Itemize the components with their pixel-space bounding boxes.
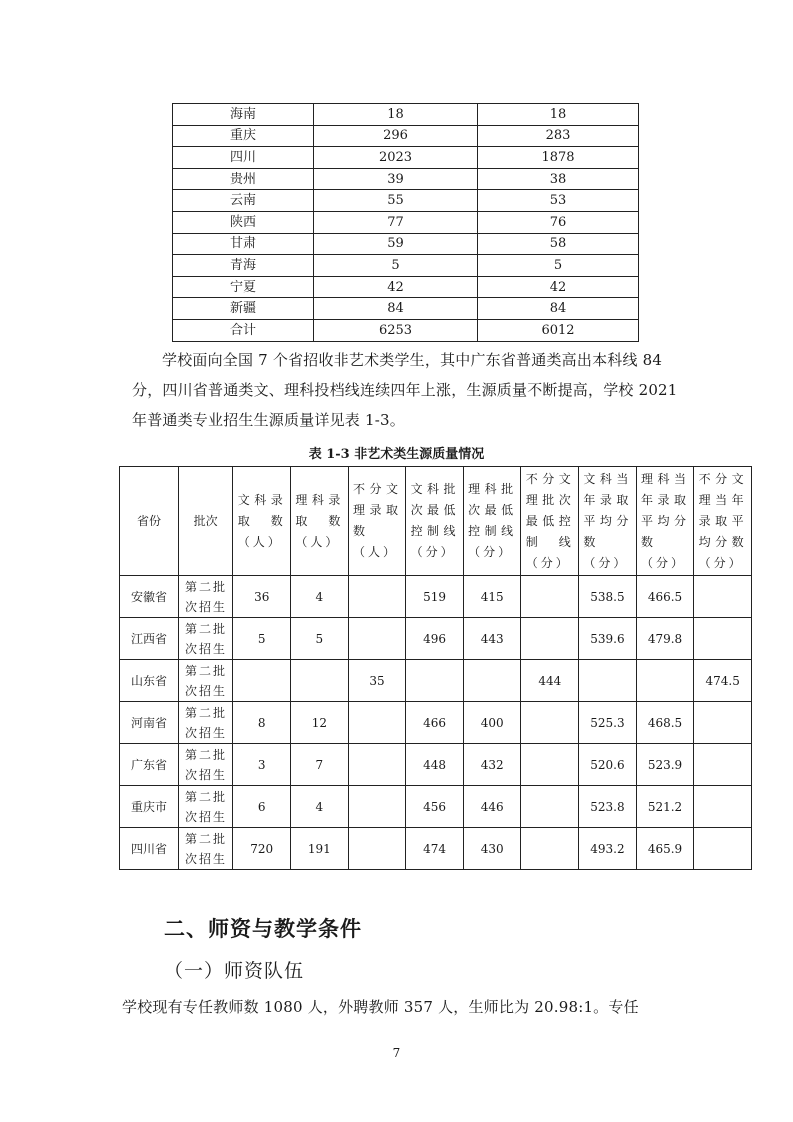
table-cell [291,660,349,702]
table-cell: 河南省 [120,702,179,744]
table-cell: 466.5 [636,576,694,618]
table-cell: 4 [291,576,349,618]
column-header [406,467,464,576]
table-cell: 5 [478,255,639,277]
table-row [173,276,639,298]
paragraph-line: 年普通类专业招生生源质量详见表 1-3。 [132,411,405,429]
table-cell: 521.2 [636,786,694,828]
table-cell: 444 [521,660,579,702]
column-header-label: 不分文理录取数（人） [352,482,401,559]
table-caption: 表 1-3 非艺术类生源质量情况 [308,447,485,462]
table-cell: 58 [478,233,639,255]
table-cell: 山东省 [120,660,179,702]
table-row [173,168,639,190]
table-cell [521,702,579,744]
table-row [173,147,639,169]
table-row [120,660,752,702]
table-row [173,190,639,212]
table-row [173,125,639,147]
table-cell [521,576,579,618]
table-cell: 55 [314,190,478,212]
table-cell: 18 [478,104,639,126]
table-cell: 474.5 [694,660,752,702]
table-cell: 6012 [478,319,639,341]
table-cell [348,702,406,744]
table-cell: 海南 [173,104,314,126]
table-cell: 宁夏 [173,276,314,298]
page-number: 7 [392,1046,401,1060]
column-header-label: 不分文理当年录取平均分数（分） [698,471,747,570]
table-cell: 42 [314,276,478,298]
table-cell: 35 [348,660,406,702]
column-header-label: 省份 [136,513,161,528]
table-cell [521,744,579,786]
table-cell: 8 [233,702,291,744]
table-cell [694,576,752,618]
table-cell: 479.8 [636,618,694,660]
table-cell: 36 [233,576,291,618]
column-header-label: 文科录取数（人） [237,492,286,549]
table-cell [233,660,291,702]
table-row [173,211,639,233]
column-header-label: 理科当年录取平均分数（分） [641,471,689,570]
table-cell: 6 [233,786,291,828]
table-row [173,319,639,341]
subsection-heading: （一）师资队伍 [164,960,305,982]
table-cell: 42 [478,276,639,298]
table-row [173,298,639,320]
table-row [120,576,752,618]
table-cell: 720 [233,828,291,870]
table-cell [694,618,752,660]
column-header-label: 理科录取数（人） [295,492,344,549]
table-cell [463,660,521,702]
table-cell: 云南 [173,190,314,212]
table-cell [694,828,752,870]
table-cell: 第二批次招生 [178,786,233,828]
column-header [178,467,233,576]
table-cell [521,786,579,828]
table-cell [694,744,752,786]
table-cell: 456 [406,786,464,828]
column-header [521,467,579,576]
table-cell [406,660,464,702]
table-cell: 12 [291,702,349,744]
table-cell [579,660,637,702]
table-cell [521,618,579,660]
table-cell: 第二批次招生 [178,702,233,744]
table-cell: 第二批次招生 [178,828,233,870]
column-header [233,467,291,576]
column-header-label: 不分文理批次最低控制线（分） [525,471,574,570]
table-cell [521,828,579,870]
table-cell: 191 [291,828,349,870]
table-cell: 四川 [173,147,314,169]
table-cell: 84 [314,298,478,320]
table-row [173,255,639,277]
table-cell: 陕西 [173,211,314,233]
table-cell: 新疆 [173,298,314,320]
table-row [173,104,639,126]
column-header [579,467,637,576]
table-row [120,828,752,870]
table-cell: 525.3 [579,702,637,744]
table-cell [694,702,752,744]
table-cell: 4 [291,786,349,828]
table-cell: 江西省 [120,618,179,660]
column-header [120,467,179,576]
table-cell [694,786,752,828]
table-cell: 重庆市 [120,786,179,828]
table-cell: 38 [478,168,639,190]
column-header-label: 文科批次最低控制线（分） [410,482,459,559]
table-cell: 5 [314,255,478,277]
table-cell: 446 [463,786,521,828]
table-cell: 84 [478,298,639,320]
table-cell: 安徽省 [120,576,179,618]
table-cell: 第二批次招生 [178,576,233,618]
table-cell: 443 [463,618,521,660]
column-header-label: 批次 [193,513,218,528]
table-cell: 466 [406,702,464,744]
table-cell: 465.9 [636,828,694,870]
column-header-label: 理科批次最低控制线（分） [468,482,517,559]
table-cell: 39 [314,168,478,190]
table-row [120,744,752,786]
column-header [636,467,694,576]
table-cell: 77 [314,211,478,233]
table-cell: 496 [406,618,464,660]
table-cell: 青海 [173,255,314,277]
admission-quality-table [119,466,752,870]
column-header-label: 文科当年录取平均分数（分） [583,471,632,570]
table-cell: 539.6 [579,618,637,660]
table-cell: 519 [406,576,464,618]
column-header [463,467,521,576]
column-header [291,467,349,576]
table-cell: 广东省 [120,744,179,786]
table-cell: 53 [478,190,639,212]
table-cell: 523.9 [636,744,694,786]
table-cell: 520.6 [579,744,637,786]
column-header [694,467,752,576]
table-cell: 18 [314,104,478,126]
table-cell: 430 [463,828,521,870]
table-cell: 59 [314,233,478,255]
table-cell: 400 [463,702,521,744]
table-cell [348,828,406,870]
table-cell: 283 [478,125,639,147]
paragraph-line: 学校面向全国 7 个省招收非艺术类学生，其中广东省普通类高出本科线 84 [162,351,663,369]
table-cell: 5 [291,618,349,660]
table-cell: 第二批次招生 [178,744,233,786]
table-cell [348,744,406,786]
table-cell: 76 [478,211,639,233]
table-cell: 第二批次招生 [178,660,233,702]
table-cell [348,786,406,828]
table-cell [348,576,406,618]
section-text: 学校现有专任教师数 1080 人，外聘教师 357 人，生师比为 20.98:1。专任 [122,998,639,1016]
table-cell: 538.5 [579,576,637,618]
table-cell: 合计 [173,319,314,341]
table-cell [636,660,694,702]
table-cell: 415 [463,576,521,618]
table-cell: 523.8 [579,786,637,828]
province-enrollment-table [172,103,639,342]
table-cell: 2023 [314,147,478,169]
table-row [173,233,639,255]
table-cell: 493.2 [579,828,637,870]
table-cell: 5 [233,618,291,660]
table-cell: 重庆 [173,125,314,147]
table-cell: 7 [291,744,349,786]
table-cell: 3 [233,744,291,786]
table-row [120,786,752,828]
table-cell: 468.5 [636,702,694,744]
table-cell: 甘肃 [173,233,314,255]
table-cell: 1878 [478,147,639,169]
table-cell: 432 [463,744,521,786]
table-cell: 296 [314,125,478,147]
table-row [120,618,752,660]
table-cell: 四川省 [120,828,179,870]
column-header [348,467,406,576]
table-cell: 6253 [314,319,478,341]
paragraph-line: 分，四川省普通类文、理科投档线连续四年上涨，生源质量不断提高，学校 2021 [132,381,678,399]
table-cell: 第二批次招生 [178,618,233,660]
table-cell: 474 [406,828,464,870]
table-cell: 贵州 [173,168,314,190]
section-heading: 二、师资与教学条件 [164,916,362,941]
table-cell: 448 [406,744,464,786]
table-row [120,702,752,744]
table-cell [348,618,406,660]
